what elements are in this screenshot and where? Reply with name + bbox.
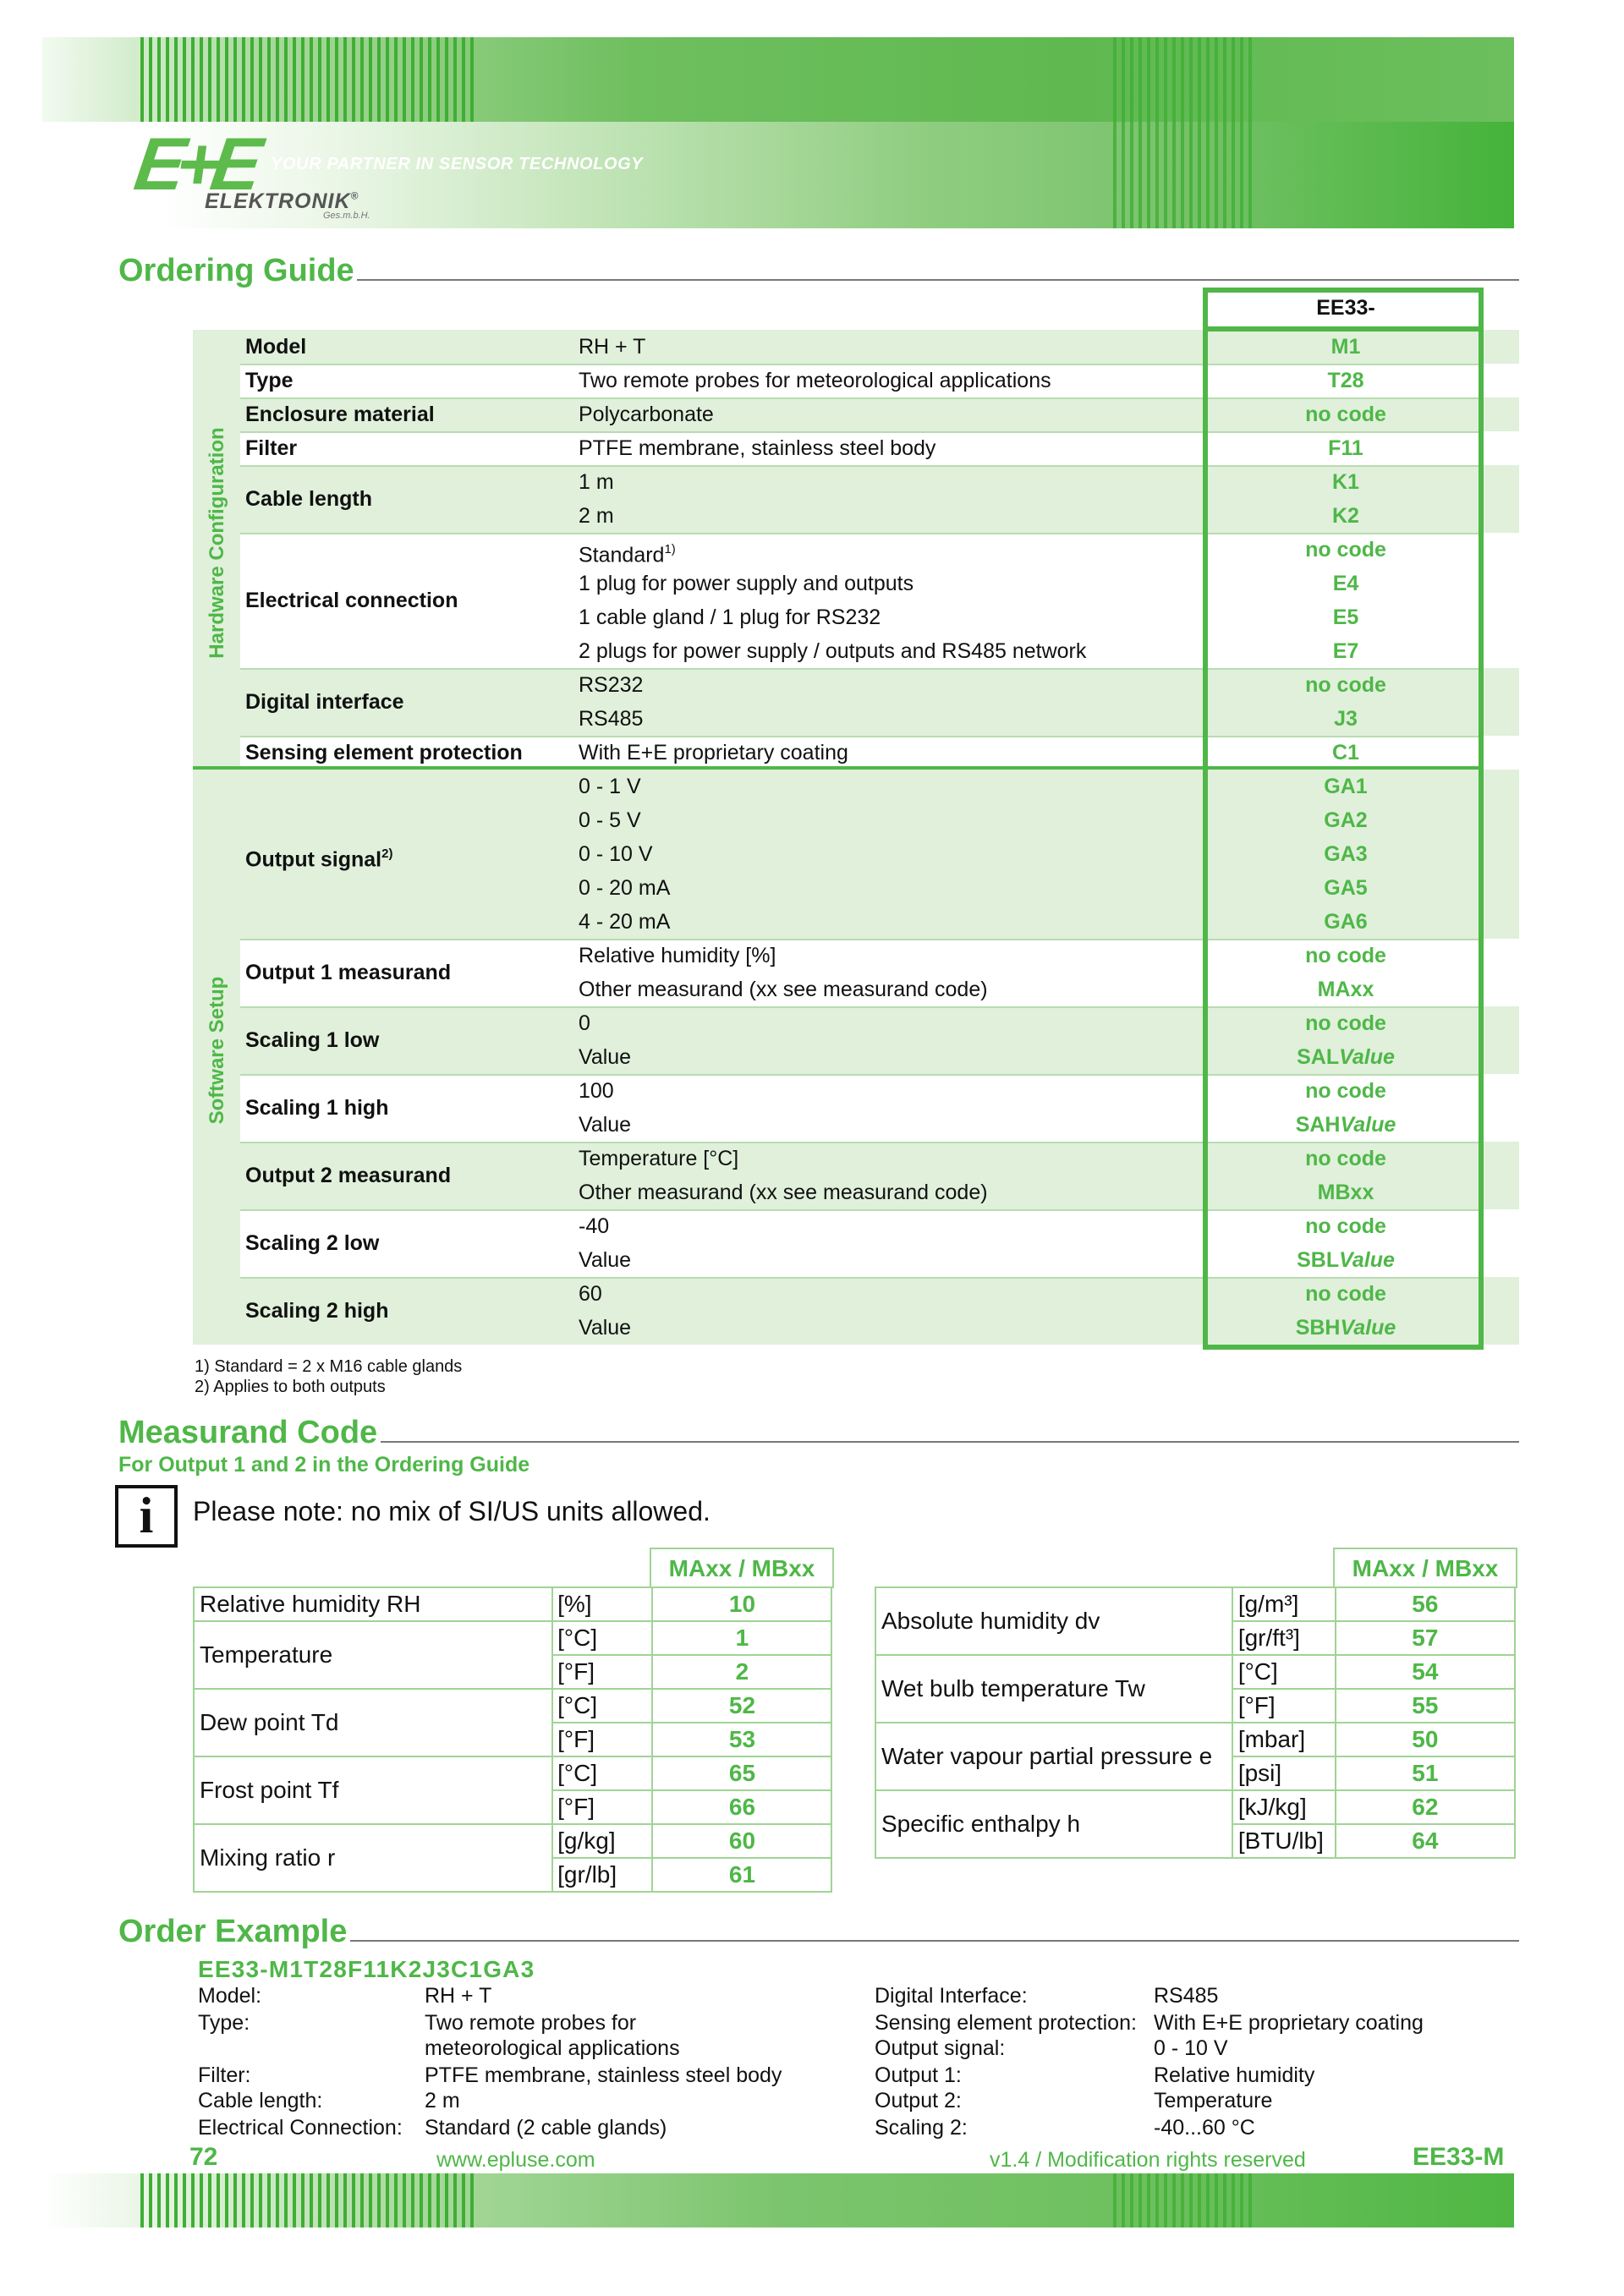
row-label-scaling1-high: Scaling 1 high [245,1096,389,1120]
measurand-code: 1 [653,1621,831,1655]
footer-product-code: EE33-M [1413,2143,1505,2172]
row-label-digital: Digital interface [245,690,404,714]
row-code-scaling2-high-value: SBHValue [1295,1316,1396,1340]
example-scaling2-label: Scaling 2: [875,2116,968,2140]
row-code-scaling1-low-default: no code [1305,1011,1386,1035]
row-option-output2-temp: Temperature [°C] [579,1147,739,1170]
page-number: 72 [189,2143,218,2172]
row-code-enclosure: no code [1305,403,1386,426]
measurand-unit: [mbar] [1232,1723,1336,1756]
measurand-table-left [193,1586,832,1893]
measurand-unit: [kJ/kg] [1232,1790,1336,1824]
measurand-unit: [gr/lb] [551,1858,653,1892]
row-label-model: Model [245,335,307,359]
row-option-electrical-standard: Standard$^{1)}$ [579,541,676,567]
measurand-code: 64 [1336,1824,1515,1858]
row-code-filter: F11 [1328,436,1363,460]
row-code-electrical-e7: E7 [1332,639,1359,663]
row-label-scaling2-high: Scaling 2 high [245,1299,389,1323]
row-code-scaling2-low-default: no code [1305,1214,1386,1238]
row-option-scaling2-low-value: Value [579,1248,632,1272]
measurand-name: Relative humidity RH [194,1587,551,1621]
measurand-unit: [°F] [1232,1689,1336,1723]
row-code-scaling1-low-value: SALValue [1297,1045,1395,1069]
row-option-scaling2-low-default: -40 [579,1214,610,1238]
example-digital-label: Digital Interface: [875,1984,1028,2008]
example-elec-label: Electrical Connection: [198,2116,403,2140]
measurand-code: 2 [653,1655,831,1689]
row-code-model: M1 [1330,335,1361,359]
row-code-scaling1-high-default: no code [1305,1079,1386,1103]
units-note: Please note: no mix of SI/US units allowed. [193,1499,710,1527]
example-type-label: Type: [198,2011,250,2035]
row-label-electrical: Electrical connection [245,589,458,612]
row-option-signal-4: 0 - 20 mA [579,876,671,900]
row-option-sensing: With E+E proprietary coating [579,741,848,764]
measurand-unit: [°C] [1232,1655,1336,1689]
group-label-hardware: Hardware Configuration [205,427,228,659]
measurand-code-title: Measurand Code [118,1417,381,1449]
row-code-signal-3: GA3 [1324,842,1368,866]
row-option-signal-1: 0 - 1 V [579,775,641,798]
example-cable-value: 2 m [425,2089,460,2112]
row-label-output2: Output 2 measurand [245,1164,452,1187]
example-cable-label: Cable length: [198,2089,323,2112]
row-option-type: Two remote probes for meteorological applications [579,369,1051,392]
row-label-cable-length: Cable length [245,487,373,511]
row-code-sensing: C1 [1332,741,1359,764]
measurand-name: Wet bulb temperature Tw [875,1655,1232,1723]
measurand-code: 55 [1336,1689,1515,1723]
example-model-label: Model: [198,1984,262,2008]
example-signal-value: 0 - 10 V [1154,2036,1228,2060]
row-code-rs485: J3 [1334,707,1358,731]
row-code-rs232: no code [1305,673,1386,697]
row-code-output2-temp: no code [1305,1147,1386,1170]
info-icon: i [115,1485,178,1548]
row-option-rs485: RS485 [579,707,644,731]
company-logo: E+E [129,123,259,206]
row-code-cable-1m: K1 [1332,470,1359,494]
company-name: ELEKTRONIK® [205,189,359,213]
row-option-output1-rh: Relative humidity [%] [579,944,776,967]
measurand-unit: [BTU/lb] [1232,1824,1336,1858]
row-option-scaling1-low-default: 0 [579,1011,590,1035]
measurand-code: 51 [1336,1756,1515,1790]
row-label-enclosure: Enclosure material [245,403,435,426]
measurand-code: 10 [653,1587,831,1621]
row-option-electrical-e7: 2 plugs for power supply / outputs and RS485 network [579,639,1087,663]
measurand-unit: [g/kg] [551,1824,653,1858]
measurand-name: Water vapour partial pressure e [875,1723,1232,1790]
example-filter-label: Filter: [198,2063,251,2087]
measurand-name: Frost point Tf [194,1756,551,1824]
measurand-name: Temperature [194,1621,551,1689]
row-code-signal-5: GA6 [1324,910,1368,934]
row-code-output1-other: MAxx [1317,978,1374,1001]
row-option-electrical-e5: 1 cable gland / 1 plug for RS232 [579,606,881,629]
example-scaling2-value: -40...60 °C [1154,2116,1255,2140]
example-filter-value: PTFE membrane, stainless steel body [425,2063,782,2087]
code-header: EE33- [1316,296,1375,320]
measurand-unit: [°F] [551,1723,653,1756]
row-option-scaling1-high-default: 100 [579,1079,614,1103]
row-label-output1: Output 1 measurand [245,961,452,984]
row-label-filter: Filter [245,436,298,460]
example-sensing-value: With E+E proprietary coating [1154,2011,1424,2035]
measurand-code: 66 [653,1790,831,1824]
row-label-scaling1-low: Scaling 1 low [245,1028,380,1052]
measurand-unit: [°F] [551,1790,653,1824]
measurand-name: Absolute humidity dv [875,1587,1232,1655]
measurand-code: 57 [1336,1621,1515,1655]
row-option-scaling2-high-default: 60 [579,1282,602,1306]
measurand-unit: [°F] [551,1655,653,1689]
footer-version: v1.4 / Modification rights reserved [990,2148,1306,2172]
row-label-output-signal: Output signal$^{2)}$ [245,846,393,872]
measurand-code: 62 [1336,1790,1515,1824]
measurand-table-right [875,1586,1516,1859]
measurand-code: 60 [653,1824,831,1858]
row-option-output2-other: Other measurand (xx see measurand code) [579,1181,988,1204]
row-label-sensing: Sensing element protection [245,741,523,764]
row-code-signal-1: GA1 [1324,775,1368,798]
example-elec-value: Standard (2 cable glands) [425,2116,667,2140]
row-code-cable-2m: K2 [1332,504,1359,528]
row-code-signal-4: GA5 [1324,876,1368,900]
example-out2-value: Temperature [1154,2089,1273,2112]
example-out1-label: Output 1: [875,2063,962,2087]
example-model-value: RH + T [425,1984,492,2008]
row-option-cable-2m: 2 m [579,504,614,528]
order-example-title: Order Example [118,1916,350,1948]
measurand-name: Mixing ratio r [194,1824,551,1892]
row-option-model: RH + T [579,335,646,359]
row-option-scaling1-low-value: Value [579,1045,632,1069]
measurand-code: 61 [653,1858,831,1892]
company-tagline: YOUR PARTNER IN SENSOR TECHNOLOGY [271,156,644,174]
example-out1-value: Relative humidity [1154,2063,1315,2087]
footnote-2: 2) Applies to both outputs [195,1378,386,1397]
right-code-header: MAxx / MBxx [1333,1548,1517,1588]
measurand-code: 52 [653,1689,831,1723]
ordering-guide-title: Ordering Guide [118,255,358,288]
example-out2-label: Output 2: [875,2089,962,2112]
row-code-electrical-standard: no code [1305,538,1386,562]
measurand-code: 53 [653,1723,831,1756]
measurand-code: 50 [1336,1723,1515,1756]
row-option-signal-3: 0 - 10 V [579,842,653,866]
row-option-signal-5: 4 - 20 mA [579,910,671,934]
measurand-unit: [°C] [551,1689,653,1723]
row-code-electrical-e4: E4 [1332,572,1359,595]
company-suffix: Ges.m.b.H. [323,211,370,222]
measurand-code: 56 [1336,1587,1515,1621]
measurand-code: 54 [1336,1655,1515,1689]
example-type-value-1: Two remote probes for [425,2011,637,2035]
row-option-scaling2-high-value: Value [579,1316,632,1340]
row-option-signal-2: 0 - 5 V [579,808,641,832]
measurand-unit: [°C] [551,1756,653,1790]
example-signal-label: Output signal: [875,2036,1006,2060]
row-option-scaling1-high-value: Value [579,1113,632,1137]
row-code-scaling2-high-default: no code [1305,1282,1386,1306]
example-digital-value: RS485 [1154,1984,1219,2008]
footer-bar [42,2173,1514,2228]
measurand-name: Dew point Td [194,1689,551,1756]
row-option-output1-other: Other measurand (xx see measurand code) [579,978,988,1001]
row-option-cable-1m: 1 m [579,470,614,494]
measurand-unit: [%] [551,1587,653,1621]
measurand-unit: [gr/ft³] [1232,1621,1336,1655]
row-code-type: T28 [1327,369,1364,392]
measurand-code-subtitle: For Output 1 and 2 in the Ordering Guide [118,1453,530,1477]
measurand-unit: [°C] [551,1621,653,1655]
row-code-scaling1-high-value: SAHValue [1295,1113,1396,1137]
measurand-name: Specific enthalpy h [875,1790,1232,1858]
footer-url[interactable]: www.epluse.com [436,2148,595,2172]
row-code-output1-rh: no code [1305,944,1386,967]
row-code-output2-other: MBxx [1317,1181,1374,1204]
footnote-1: 1) Standard = 2 x M16 cable glands [195,1358,463,1377]
measurand-unit: [psi] [1232,1756,1336,1790]
row-option-electrical-e4: 1 plug for power supply and outputs [579,572,914,595]
measurand-code: 65 [653,1756,831,1790]
row-option-filter: PTFE membrane, stainless steel body [579,436,936,460]
ordering-table [193,288,1519,1353]
order-example-code: EE33-M1T28F11K2J3C1GA3 [198,1955,535,1982]
example-type-value-2: meteorological applications [425,2036,680,2060]
example-sensing-label: Sensing element protection: [875,2011,1137,2035]
left-code-header: MAxx / MBxx [650,1548,834,1588]
row-label-scaling2-low: Scaling 2 low [245,1231,380,1255]
row-option-rs232: RS232 [579,673,644,697]
row-code-scaling2-low-value: SBLValue [1297,1248,1395,1272]
measurand-unit: [g/m³] [1232,1587,1336,1621]
row-label-type: Type [245,369,294,392]
row-code-electrical-e5: E5 [1332,606,1359,629]
row-code-signal-2: GA2 [1324,808,1368,832]
group-label-software: Software Setup [205,976,228,1125]
row-option-enclosure: Polycarbonate [579,403,714,426]
